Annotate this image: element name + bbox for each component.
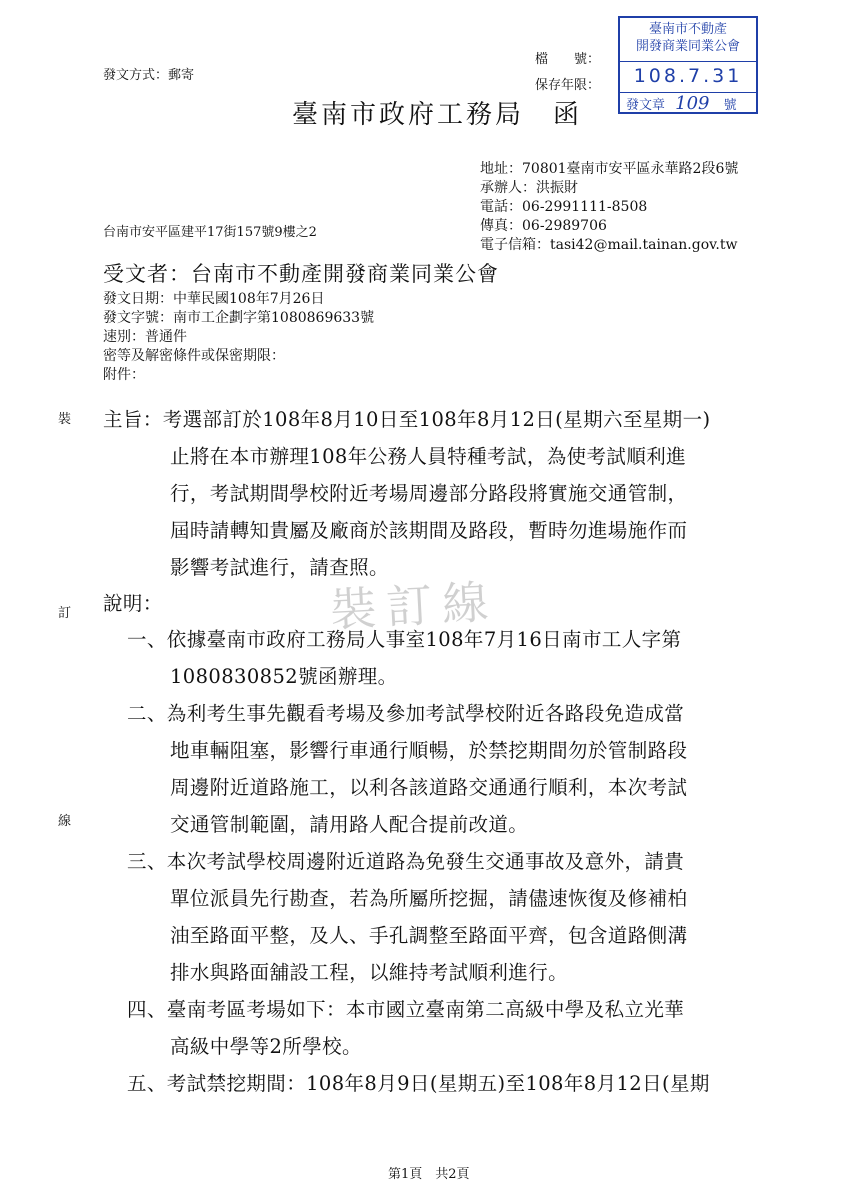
explanation-line: 1080830852號函辦理。 xyxy=(170,665,398,688)
sender-address: 地址：70801臺南市安平區永華路2段6號 xyxy=(480,161,739,177)
sender-contact-person: 承辦人：洪振財 xyxy=(480,180,578,196)
explanation-line: 三、本次考試學校周邊附近道路為免發生交通事故及意外，請貴 xyxy=(127,850,685,873)
stamp-date: 108.7.31 xyxy=(633,65,743,87)
subject-line: 主旨：考選部訂於108年8月10日至108年8月12日(星期六至星期一) xyxy=(103,408,711,431)
subject-line: 影響考試進行，請查照。 xyxy=(170,556,389,579)
file-number-label: 檔 號： xyxy=(535,52,601,67)
sender-email: 電子信箱：tasi42@mail.tainan.gov.tw xyxy=(480,237,738,253)
stamp-org-line1: 臺南市不動產 xyxy=(648,22,727,37)
ghost-watermark: 裝訂線 xyxy=(328,574,500,638)
stamp-receipt-row xyxy=(620,92,756,115)
stamp-receipt-label: 發文章 xyxy=(626,98,666,113)
explanation-label: 說明： xyxy=(103,592,163,615)
received-stamp xyxy=(618,16,758,114)
stamp-receipt-suffix: 號 xyxy=(723,98,737,113)
subject-line: 止將在本市辦理108年公務人員特種考試，為使考試順利進 xyxy=(170,445,687,468)
explanation-line: 單位派員先行勘查，若為所屬所挖掘，請儘速恢復及修補柏 xyxy=(170,887,688,910)
send-method: 發文方式：郵寄 xyxy=(103,68,195,83)
explanation-line: 排水與路面舖設工程，以維持考試順利進行。 xyxy=(170,961,569,984)
explanation-line: 四、臺南考區考場如下：本市國立臺南第二高級中學及私立光華 xyxy=(127,998,685,1021)
meta-confidentiality: 密等及解密條件或保密期限： xyxy=(103,348,285,364)
explanation-line: 一、依據臺南市政府工務局人事室108年7月16日南市工人字第 xyxy=(127,628,682,651)
sender-info xyxy=(480,160,738,255)
explanation-line: 二、為利考生事先觀看考場及參加考試學校附近各路段免造成當 xyxy=(127,702,685,725)
retention-label: 保存年限： xyxy=(535,78,601,93)
recipient: 受文者：台南市不動產開發商業同業公會 xyxy=(103,262,499,286)
explanation-line: 油至路面平整，及人、手孔調整至路面平齊，包含道路側溝 xyxy=(170,924,688,947)
subject-line: 行，考試期間學校附近考場周邊部分路段將實施交通管制， xyxy=(170,482,688,505)
sender-fax: 傳真：06-2989706 xyxy=(480,218,607,234)
page-footer: 第1頁 共2頁 xyxy=(388,1167,470,1182)
sender-phone: 電話：06-2991111-8508 xyxy=(480,199,648,215)
document-meta xyxy=(103,290,374,385)
explanation-line: 交通管制範圍，請用路人配合提前改道。 xyxy=(170,813,529,836)
subject-line: 屆時請轉知貴屬及廠商於該期間及路段，暫時勿進場施作而 xyxy=(170,519,688,542)
margin-mark-staple: 訂 xyxy=(58,606,72,621)
margin-mark-line: 線 xyxy=(58,814,72,829)
stamp-org-line2: 開發商業同業公會 xyxy=(635,39,740,54)
margin-mark-bind: 裝 xyxy=(58,412,72,427)
stamp-receipt-number: 109 xyxy=(675,93,710,114)
meta-number: 發文字號：南市工企劃字第1080869633號 xyxy=(103,310,375,326)
explanation-line: 周邊附近道路施工，以利各該道路交通通行順利，本次考試 xyxy=(170,776,688,799)
meta-date: 發文日期：中華民國108年7月26日 xyxy=(103,291,325,307)
recipient-address: 台南市安平區建平17街157號9樓之2 xyxy=(103,225,317,240)
explanation-line: 高級中學等2所學校。 xyxy=(170,1035,362,1058)
explanation-line: 地車輛阻塞，影響行車通行順暢，於禁挖期間勿於管制路段 xyxy=(170,739,688,762)
meta-speed: 速別：普通件 xyxy=(103,329,187,345)
meta-attachment: 附件： xyxy=(103,367,145,383)
explanation-line: 五、考試禁挖期間：108年8月9日(星期五)至108年8月12日(星期 xyxy=(127,1072,710,1095)
document-title: 臺南市政府工務局 函 xyxy=(292,100,583,130)
